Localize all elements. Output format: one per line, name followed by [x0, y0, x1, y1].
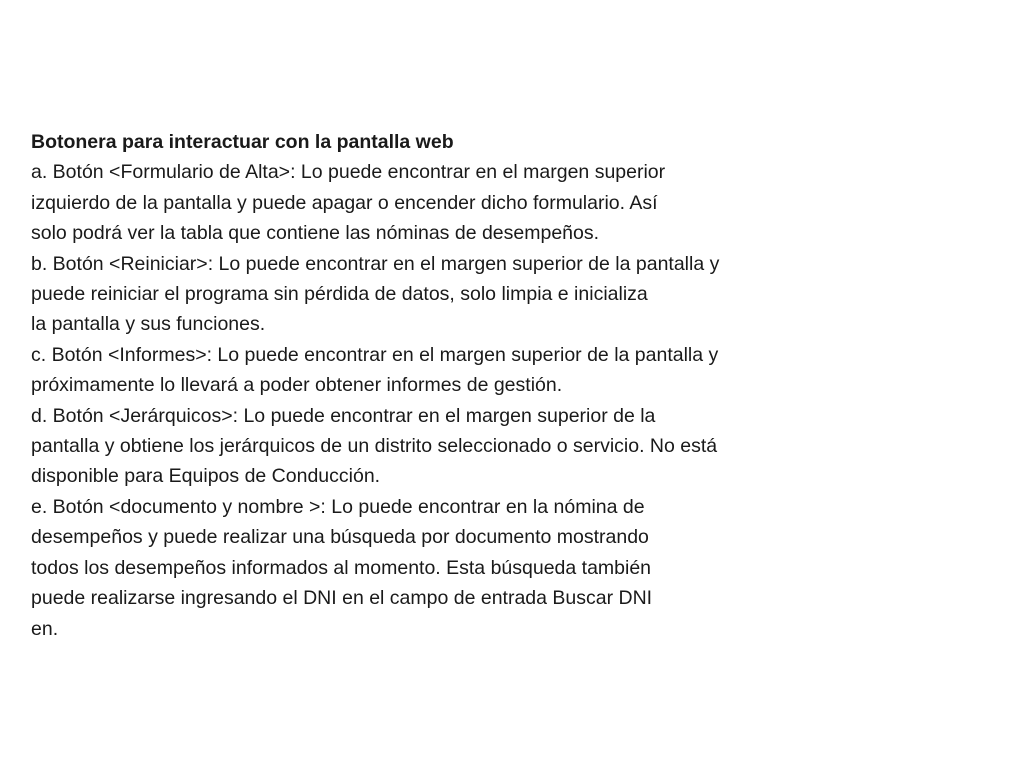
text-line: todos los desempeños informados al momento. Esta búsqueda también — [31, 556, 652, 579]
text-line: izquierdo de la pantalla y puede apagar o encender dicho formulario. Así — [31, 191, 658, 214]
text-line: disponible para Equipos de Conducción. — [31, 465, 381, 488]
text-line: la pantalla y sus funciones. — [31, 313, 266, 336]
text-line: puede realizarse ingresando el DNI en el campo de entrada Buscar DNI — [31, 587, 653, 610]
text-line: e. Botón <documento y nombre >: Lo puede encontrar en la nómina de — [31, 495, 645, 518]
text-line: d. Botón <Jerárquicos>: Lo puede encontrar en el margen superior de la — [31, 404, 656, 427]
text-line: solo podrá ver la tabla que contiene las nóminas de desempeños. — [31, 222, 600, 245]
text-line: en. — [31, 617, 59, 640]
text-line: próximamente lo llevará a poder obtener informes de gestión. — [31, 374, 563, 397]
document-body — [31, 127, 891, 644]
text-line: a. Botón <Formulario de Alta>: Lo puede encontrar en el margen superior — [31, 161, 666, 184]
text-line: pantalla y obtiene los jerárquicos de un distrito seleccionado o servicio. No está — [31, 435, 718, 458]
text-line: b. Botón <Reiniciar>: Lo puede encontrar en el margen superior de la pantalla y — [31, 252, 720, 275]
document-heading: Botonera para interactuar con la pantalla web — [31, 131, 454, 153]
text-line: puede reiniciar el programa sin pérdida de datos, solo limpia e inicializa — [31, 283, 648, 306]
text-line: c. Botón <Informes>: Lo puede encontrar en el margen superior de la pantalla y — [31, 343, 719, 366]
text-line: desempeños y puede realizar una búsqueda por documento mostrando — [31, 526, 649, 549]
